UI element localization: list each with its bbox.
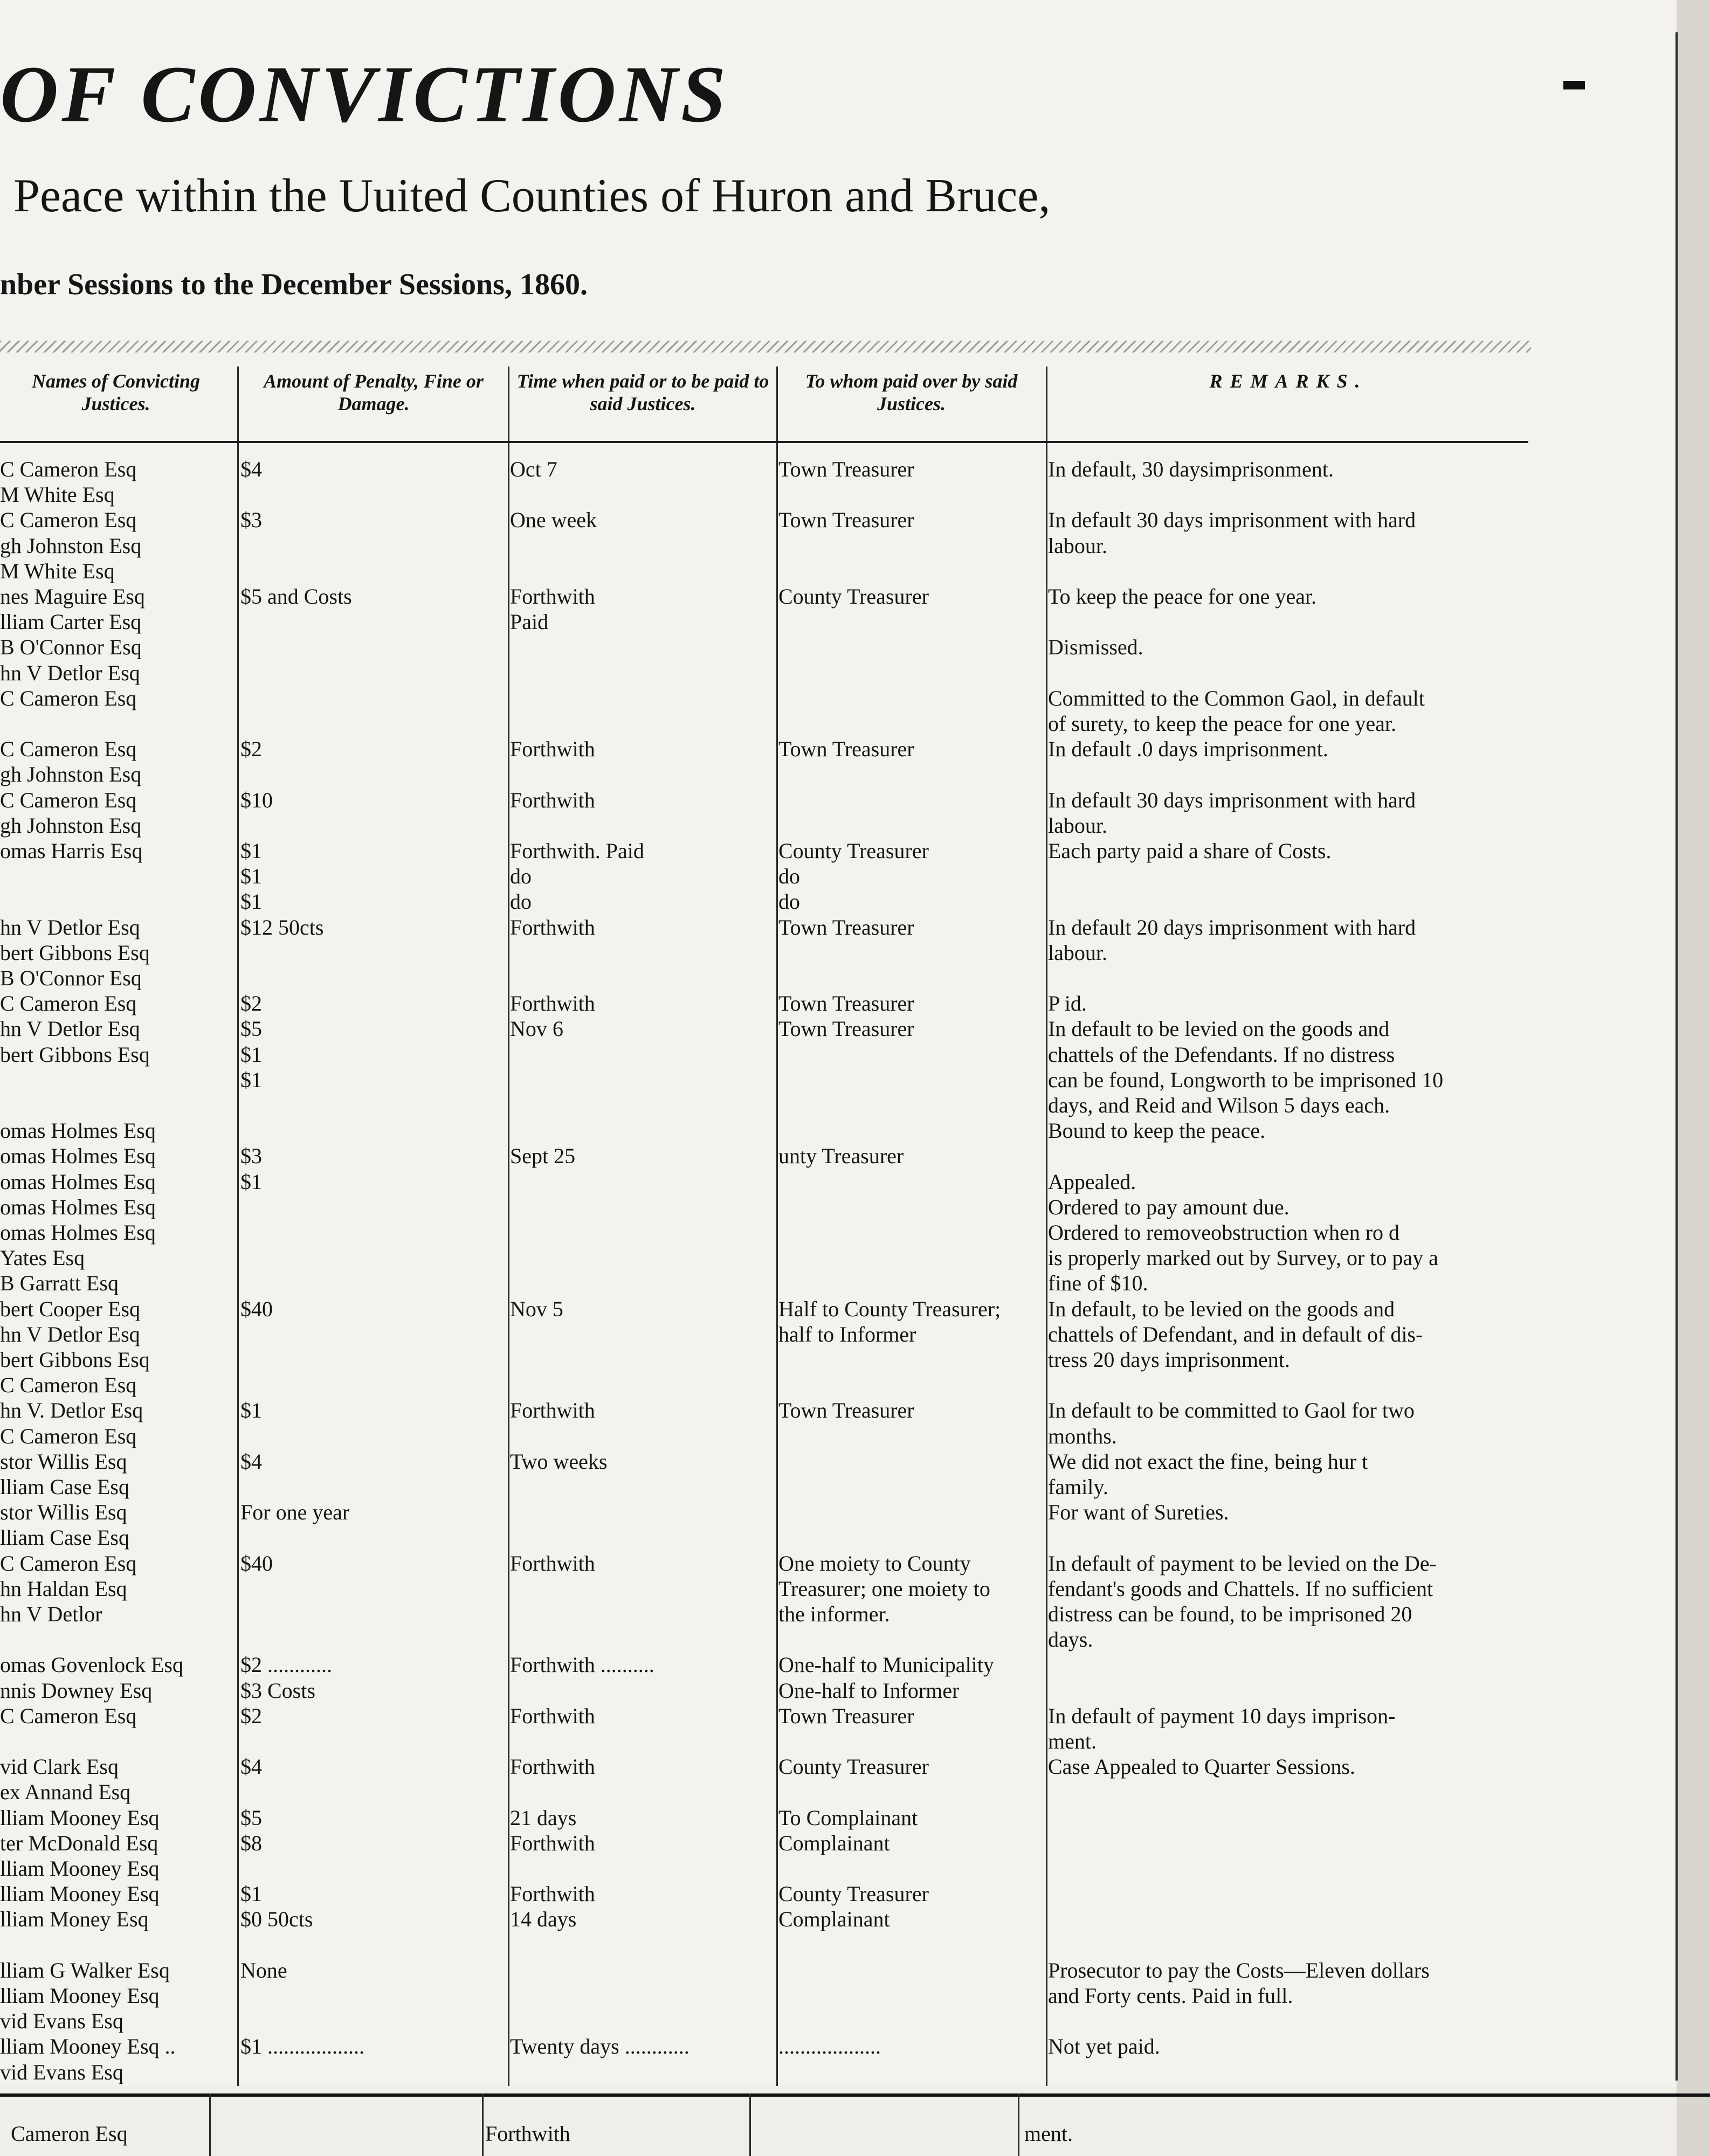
page-edge-line	[1675, 32, 1678, 2081]
justice-cell: bert Gibbons Esq	[0, 1042, 150, 1067]
justice-cell: gh Johnston Esq	[0, 533, 142, 558]
justice-cell: hn V Detlor Esq	[0, 660, 140, 685]
remarks-cell: Not yet paid.	[1048, 2034, 1160, 2059]
justice-cell: omas Holmes Esq	[0, 1220, 156, 1245]
justice-cell: nes Maguire Esq	[0, 584, 145, 609]
paid-to-cell: the informer.	[778, 1602, 890, 1626]
remarks-cell: of surety, to keep the peace for one year.	[1048, 711, 1396, 736]
justice-cell: C Cameron Esq	[0, 787, 137, 812]
justice-cell: lliam Case Esq	[0, 1475, 129, 1499]
paid-to-cell: Town Treasurer	[778, 737, 914, 762]
penalty-cell: $1	[240, 839, 262, 863]
column-rule-3	[776, 367, 778, 2091]
justice-cell: omas Holmes Esq	[0, 1194, 156, 1219]
justice-cell: B O'Connor Esq	[0, 635, 142, 660]
time-paid-cell: Twenty days ............	[510, 2034, 689, 2059]
margin-mark	[1563, 81, 1585, 89]
remarks-cell: family.	[1048, 1475, 1108, 1499]
justice-cell: gh Johnston Esq	[0, 813, 142, 838]
justice-cell: stor Willis Esq	[0, 1500, 127, 1525]
remarks-cell: Prosecutor to pay the Costs—Eleven dollars	[1048, 1958, 1430, 1982]
remarks-cell: fine of $10.	[1048, 1271, 1148, 1296]
time-paid-cell: Forthwith	[510, 1830, 595, 1855]
justice-cell: hn V. Detlor Esq	[0, 1398, 143, 1423]
penalty-cell: $1	[240, 889, 262, 914]
time-paid-cell: Forthwith	[510, 991, 595, 1016]
time-paid-cell: Forthwith	[510, 1551, 595, 1575]
penalty-cell: $2	[240, 991, 262, 1016]
paid-to-cell: unty Treasurer	[778, 1144, 904, 1169]
penalty-cell: $1	[240, 1042, 262, 1067]
penalty-cell: $2	[240, 737, 262, 762]
paid-to-cell: Treasurer; one moiety to	[778, 1576, 990, 1601]
remarks-cell: In default to be committed to Gaol for two	[1048, 1398, 1415, 1423]
justice-cell: hn V Detlor Esq	[0, 915, 140, 939]
justice-cell: omas Holmes Esq	[0, 1169, 156, 1194]
justice-cell: C Cameron Esq	[0, 457, 137, 481]
justice-cell: hn V Detlor Esq	[0, 1017, 140, 1041]
justice-cell: lliam Mooney Esq	[0, 1856, 160, 1881]
justice-cell: lliam Mooney Esq	[0, 1984, 160, 2008]
justice-cell: omas Holmes Esq	[0, 1118, 156, 1143]
penalty-cell: $4	[240, 457, 262, 481]
time-paid-cell: Paid	[510, 610, 549, 634]
time-paid-cell: Forthwith ..........	[510, 1653, 654, 1677]
justice-cell: omas Harris Esq	[0, 839, 143, 863]
time-paid-cell: Two weeks	[510, 1449, 608, 1474]
remarks-cell: Ordered to removeobstruction when ro d	[1048, 1220, 1400, 1245]
paid-to-cell: Complainant	[778, 1830, 890, 1855]
penalty-cell: $2	[240, 1703, 262, 1728]
penalty-cell: $12 50cts	[240, 915, 324, 939]
penalty-cell: $1	[240, 1398, 262, 1423]
paid-to-cell: Town Treasurer	[778, 1703, 914, 1728]
justice-cell: vid Evans Esq	[0, 2009, 123, 2034]
penalty-cell: $5	[240, 1805, 262, 1830]
remarks-cell: In default 30 days imprisonment with hard	[1048, 787, 1416, 812]
paid-to-cell: To Complainant	[778, 1805, 918, 1830]
penalty-cell: $10	[240, 787, 273, 812]
justice-cell: ex Annand Esq	[0, 1780, 131, 1805]
remarks-cell: In default of payment 10 days imprison-	[1048, 1703, 1396, 1728]
penalty-cell: $3	[240, 508, 262, 533]
justice-cell: vid Clark Esq	[0, 1754, 119, 1779]
justice-cell: C Cameron Esq	[0, 1373, 137, 1398]
paid-to-cell: Complainant	[778, 1907, 890, 1932]
justice-cell: C Cameron Esq	[0, 508, 137, 533]
remarks-cell: In default .0 days imprisonment.	[1048, 737, 1328, 762]
justice-cell: C Cameron Esq	[0, 737, 137, 762]
remarks-cell: days.	[1048, 1627, 1093, 1652]
justice-cell: Yates Esq	[0, 1246, 85, 1270]
bottom-column-rule-2	[482, 2093, 484, 2156]
bottom-column-rule-3	[749, 2093, 751, 2156]
remarks-cell: Ordered to pay amount due.	[1048, 1194, 1290, 1219]
justice-cell: hn V Detlor	[0, 1602, 102, 1626]
bottom-remarks: ment.	[1024, 2122, 1073, 2146]
time-paid-cell: do	[510, 889, 532, 914]
paid-to-cell: Half to County Treasurer;	[778, 1296, 1001, 1321]
time-paid-cell: Forthwith	[510, 737, 595, 762]
bottom-justice: Cameron Esq	[11, 2122, 128, 2146]
time-paid-cell: Forthwith	[510, 1398, 595, 1423]
penalty-cell: $3	[240, 1144, 262, 1169]
remarks-cell: and Forty cents. Paid in full.	[1048, 1984, 1293, 2008]
justice-cell: hn Haldan Esq	[0, 1576, 127, 1601]
penalty-cell: For one year	[240, 1500, 350, 1525]
remarks-cell: In default, 30 daysimprisonment.	[1048, 457, 1334, 481]
justice-cell: M White Esq	[0, 482, 115, 507]
time-paid-cell: Forthwith	[510, 787, 595, 812]
justice-cell: bert Gibbons Esq	[0, 1348, 150, 1372]
justice-cell: lliam Case Esq	[0, 1525, 129, 1550]
penalty-cell: $1	[240, 1169, 262, 1194]
justice-cell: lliam Mooney Esq	[0, 1805, 160, 1830]
penalty-cell: $40	[240, 1296, 273, 1321]
remarks-cell: labour.	[1048, 813, 1107, 838]
time-paid-cell: Forthwith	[510, 584, 595, 609]
justice-cell: gh Johnston Esq	[0, 762, 142, 787]
paid-to-cell: County Treasurer	[778, 839, 929, 863]
paid-to-cell: ...................	[778, 2034, 881, 2059]
remarks-cell: In default, to be levied on the goods and	[1048, 1296, 1395, 1321]
penalty-cell: $4	[240, 1754, 262, 1779]
paid-to-cell: County Treasurer	[778, 1754, 929, 1779]
time-paid-cell: One week	[510, 508, 597, 533]
time-paid-cell: Oct 7	[510, 457, 557, 481]
time-paid-cell: Forthwith	[510, 1754, 595, 1779]
penalty-cell: None	[240, 1958, 287, 1982]
penalty-cell: $40	[240, 1551, 273, 1575]
column-rule-1	[237, 367, 239, 2091]
justice-cell: vid Evans Esq	[0, 2060, 123, 2084]
penalty-cell: $1 ..................	[240, 2034, 364, 2059]
justice-cell: C Cameron Esq	[0, 686, 137, 710]
penalty-cell: $1	[240, 1882, 262, 1906]
subtitle: Peace within the Uuited Counties of Huron and Bruce,	[13, 170, 1051, 222]
justice-cell: hn V Detlor Esq	[0, 1322, 140, 1346]
justice-cell: bert Gibbons Esq	[0, 940, 150, 965]
column-rule-2	[508, 367, 509, 2091]
justice-cell: omas Govenlock Esq	[0, 1653, 183, 1677]
remarks-cell: tress 20 days imprisonment.	[1048, 1348, 1290, 1372]
time-paid-cell: 21 days	[510, 1805, 577, 1830]
justice-cell: omas Holmes Esq	[0, 1144, 156, 1169]
header-time-paid: Time when paid or to be paid to said Justices.	[516, 370, 769, 414]
penalty-cell: $2 ............	[240, 1653, 332, 1677]
remarks-cell: can be found, Longworth to be imprisoned 10	[1048, 1067, 1444, 1092]
header-rule	[0, 441, 1528, 443]
paid-to-cell: do	[778, 889, 800, 914]
remarks-cell: In default to be levied on the goods and	[1048, 1017, 1390, 1041]
header-remarks: REMARKS.	[1209, 370, 1368, 392]
remarks-cell: months.	[1048, 1423, 1117, 1448]
penalty-cell: $8	[240, 1830, 262, 1855]
remarks-cell: labour.	[1048, 940, 1107, 965]
remarks-cell: We did not exact the fine, being hur t	[1048, 1449, 1368, 1474]
paid-to-cell: half to Informer	[778, 1322, 916, 1346]
penalty-cell: $0 50cts	[240, 1907, 313, 1932]
penalty-cell: $4	[240, 1449, 262, 1474]
paid-to-cell: One-half to Informer	[778, 1678, 960, 1703]
remarks-cell: In default 30 days imprisonment with hard	[1048, 508, 1416, 533]
remarks-cell: labour.	[1048, 533, 1107, 558]
paid-to-cell: One-half to Municipality	[778, 1653, 994, 1677]
remarks-cell: In default 20 days imprisonment with hard	[1048, 915, 1416, 939]
time-paid-cell: Forthwith	[510, 1882, 595, 1906]
time-paid-cell: 14 days	[510, 1907, 577, 1932]
time-paid-cell: do	[510, 864, 532, 889]
header-penalty: Amount of Penalty, Fine or Damage.	[264, 370, 484, 414]
remarks-cell: Each party paid a share of Costs.	[1048, 839, 1332, 863]
penalty-cell: $1	[240, 864, 262, 889]
penalty-cell: $1	[240, 1067, 262, 1092]
justice-cell: lliam Mooney Esq ..	[0, 2034, 176, 2059]
justice-cell: B Garratt Esq	[0, 1271, 119, 1296]
time-paid-cell: Forthwith. Paid	[510, 839, 644, 863]
justice-cell: C Cameron Esq	[0, 991, 137, 1016]
time-paid-cell: Nov 6	[510, 1017, 563, 1041]
bottom-rule	[0, 2093, 1710, 2097]
justice-cell: M White Esq	[0, 558, 115, 583]
justice-cell: B O'Connor Esq	[0, 966, 142, 990]
justice-cell: nnis Downey Esq	[0, 1678, 153, 1703]
remarks-cell: Case Appealed to Quarter Sessions.	[1048, 1754, 1355, 1779]
paid-to-cell: One moiety to County	[778, 1551, 971, 1575]
remarks-cell: is properly marked out by Survey, or to pay a	[1048, 1246, 1438, 1270]
paid-to-cell: Town Treasurer	[778, 508, 914, 533]
paid-to-cell: do	[778, 864, 800, 889]
remarks-cell: days, and Reid and Wilson 5 days each.	[1048, 1093, 1390, 1117]
wavy-rule	[0, 341, 1531, 353]
paid-to-cell: County Treasurer	[778, 1882, 929, 1906]
remarks-cell: To keep the peace for one year.	[1048, 584, 1317, 609]
justice-cell: bert Cooper Esq	[0, 1296, 140, 1321]
bottom-column-rule-1	[209, 2093, 211, 2156]
remarks-cell: distress can be found, to be imprisoned 20	[1048, 1602, 1412, 1626]
justice-cell: ter McDonald Esq	[0, 1830, 158, 1855]
session-line: nber Sessions to the December Sessions, 1860.	[0, 268, 588, 301]
header-paid-to: To whom paid over by said Justices.	[805, 370, 1018, 414]
column-rule-4	[1046, 367, 1047, 2091]
penalty-cell: $5 and Costs	[240, 584, 352, 609]
bottom-time: Forthwith	[485, 2122, 570, 2146]
remarks-cell: Dismissed.	[1048, 635, 1143, 660]
justice-cell: lliam G Walker Esq	[0, 1958, 170, 1982]
paid-to-cell: Town Treasurer	[778, 915, 914, 939]
penalty-cell: $3 Costs	[240, 1678, 315, 1703]
remarks-cell: In default of payment to be levied on the De-	[1048, 1551, 1437, 1575]
bottom-column-rule-4	[1018, 2093, 1019, 2156]
paid-to-cell: County Treasurer	[778, 584, 929, 609]
justice-cell: C Cameron Esq	[0, 1423, 137, 1448]
justice-cell: stor Willis Esq	[0, 1449, 127, 1474]
time-paid-cell: Nov 5	[510, 1296, 563, 1321]
time-paid-cell: Sept 25	[510, 1144, 576, 1169]
justice-cell: lliam Money Esq	[0, 1907, 149, 1932]
page-edge	[1677, 0, 1710, 2156]
time-paid-cell: Forthwith	[510, 1703, 595, 1728]
remarks-cell: chattels of Defendant, and in default of dis-	[1048, 1322, 1423, 1346]
justice-cell: C Cameron Esq	[0, 1551, 137, 1575]
remarks-cell: For want of Sureties.	[1048, 1500, 1229, 1525]
justice-cell: lliam Carter Esq	[0, 610, 142, 634]
paid-to-cell: Town Treasurer	[778, 991, 914, 1016]
paid-to-cell: Town Treasurer	[778, 1398, 914, 1423]
time-paid-cell: Forthwith	[510, 915, 595, 939]
remarks-cell: P id.	[1048, 991, 1087, 1016]
penalty-cell: $5	[240, 1017, 262, 1041]
header-justices: Names of Convicting Justices.	[32, 370, 200, 414]
remarks-cell: ment.	[1048, 1729, 1097, 1753]
paid-to-cell: Town Treasurer	[778, 457, 914, 481]
page-title: OF CONVICTIONS	[0, 50, 729, 139]
remarks-cell: Bound to keep the peace.	[1048, 1118, 1266, 1143]
justice-cell: C Cameron Esq	[0, 1703, 137, 1728]
paid-to-cell: Town Treasurer	[778, 1017, 914, 1041]
remarks-cell: Committed to the Common Gaol, in default	[1048, 686, 1425, 710]
remarks-cell: Appealed.	[1048, 1169, 1136, 1194]
remarks-cell: fendant's goods and Chattels. If no sufficient	[1048, 1576, 1433, 1601]
remarks-cell: chattels of the Defendants. If no distress	[1048, 1042, 1395, 1067]
justice-cell: lliam Mooney Esq	[0, 1882, 160, 1906]
